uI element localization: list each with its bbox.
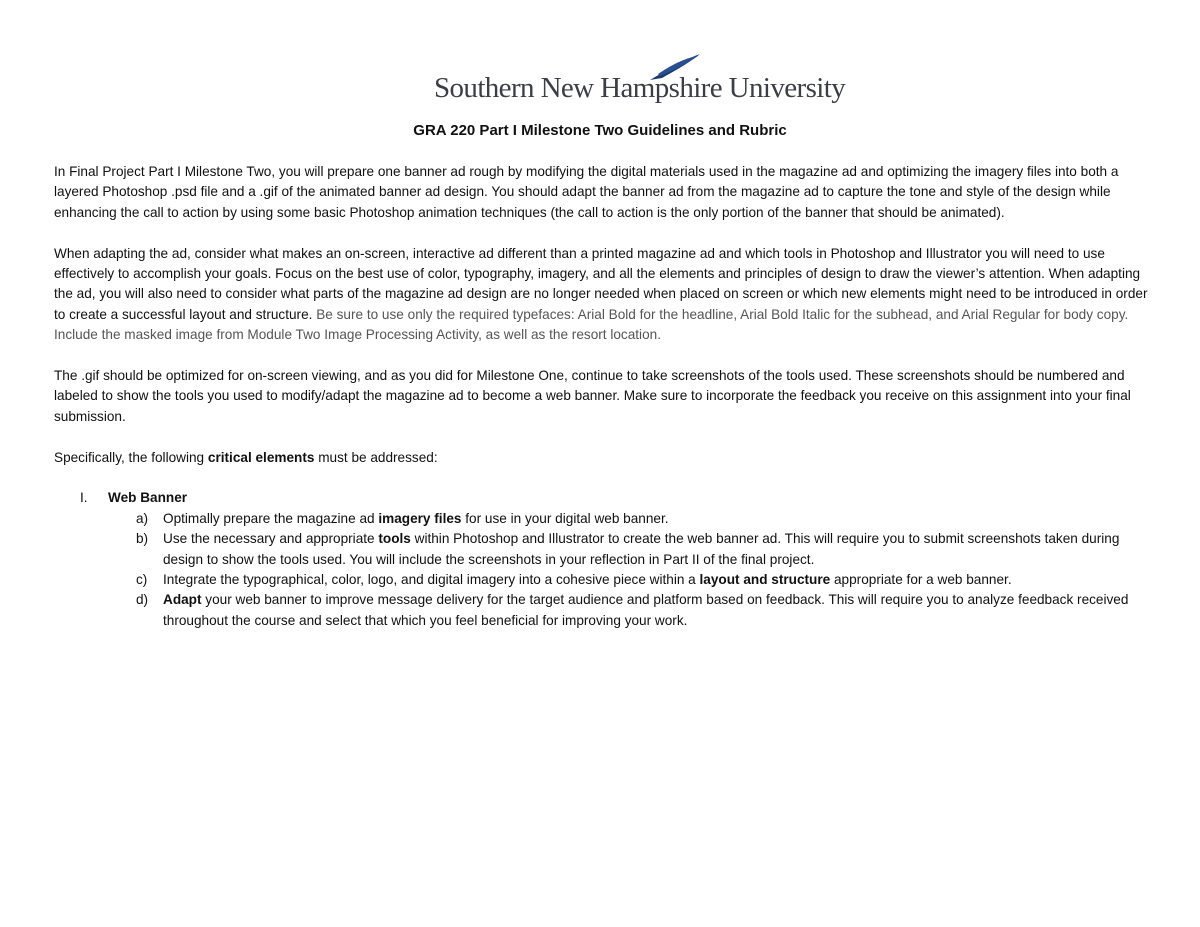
document-body: [54, 162, 1149, 631]
critical-elements-bold: critical elements: [207, 449, 315, 465]
list-item: [54, 590, 1149, 631]
list-item-bold: tools: [378, 531, 411, 547]
typeface-requirements-text: Be sure to use only the required typefaces: Arial Bold for the headline, Arial Bold Italic for the subhead, and Arial Regular for body copy. Include the masked image from Module Two Image Processing Activity, as well as the resort location.: [54, 306, 1129, 343]
logo-text: Southern New Hampshire University: [434, 72, 846, 104]
list-item-text: within Photoshop and Illustrator to create the web banner ad. This will require you to submit screenshots taken during design to show the tools used. You will include the screenshots in your reflection in Part II of the final project.: [163, 531, 1120, 567]
list-item-letter: d): [136, 592, 149, 608]
gif-paragraph: The .gif should be optimized for on-screen viewing, and as you did for Milestone One, continue to take screenshots of the tools used. These screenshots should be numbered and labeled to show the tools you used to modify/adapt the magazine ad to become a web banner. Make sure to incorporate the feedback you receive on this assignment into your final submission.: [54, 368, 1131, 424]
list-item-letter: c): [136, 572, 148, 588]
list-item: [54, 570, 1149, 590]
list-item-letter: a): [136, 510, 149, 526]
list-item: [54, 529, 1149, 570]
list-item-text: for use in your digital web banner.: [461, 510, 669, 526]
document-title: GRA 220 Part I Milestone Two Guidelines and Rubric: [413, 122, 787, 139]
section-number: I.: [80, 490, 88, 506]
list-item-text: Use the necessary and appropriate: [163, 531, 379, 547]
list-item-bold: imagery files: [378, 510, 462, 526]
list-item-bold: Adapt: [163, 592, 202, 608]
critical-elements-before: Specifically, the following: [54, 449, 208, 465]
list-item: [54, 509, 1149, 529]
section-label: Web Banner: [108, 490, 188, 506]
critical-elements-paragraph: [54, 448, 1149, 468]
list-item-letter: b): [136, 531, 149, 547]
list-item-text: appropriate for a web banner.: [830, 572, 1012, 588]
list-item-text: Optimally prepare the magazine ad: [163, 510, 379, 526]
list-item-text: your web banner to improve message delivery for the target audience and platform based on feedback. This will require you to analyze feedback received throughout the course and select that which you feel beneficial for improving your work.: [163, 592, 1129, 628]
university-logo: [434, 52, 846, 106]
list-item-bold: layout and structure: [699, 572, 831, 588]
section-heading: [54, 488, 1149, 508]
intro-paragraph: In Final Project Part I Milestone Two, you will prepare one banner ad rough by modifying the digital materials used in the magazine ad and optimizing the imagery files into both a layered Photoshop .psd file and a .gif of the animated banner ad design. You should adapt the banner ad from the magazine ad to capture the tone and style of the design while enhancing the call to action by using some basic Photoshop animation techniques (the call to action is the only portion of the banner that should be animated).: [54, 164, 1119, 220]
critical-elements-after: must be addressed:: [314, 449, 438, 465]
list-item-text: Integrate the typographical, color, logo, and digital imagery into a cohesive piece within a: [163, 572, 700, 588]
adapting-text: When adapting the ad, consider what makes an on-screen, interactive ad different than a printed magazine ad and which tools in Photoshop and Illustrator you will need to use effectively to accomplish your goals. Focus on the best use of color, typography, imagery, and all the elements and principles of design to draw the viewer’s attention. When adapting the ad, you will also need to consider what parts of the magazine ad design are no longer needed when placed on screen or which new elements might need to be introduced in order to create a successful layout and structure.: [54, 245, 1148, 322]
adapting-paragraph: [54, 244, 1149, 346]
